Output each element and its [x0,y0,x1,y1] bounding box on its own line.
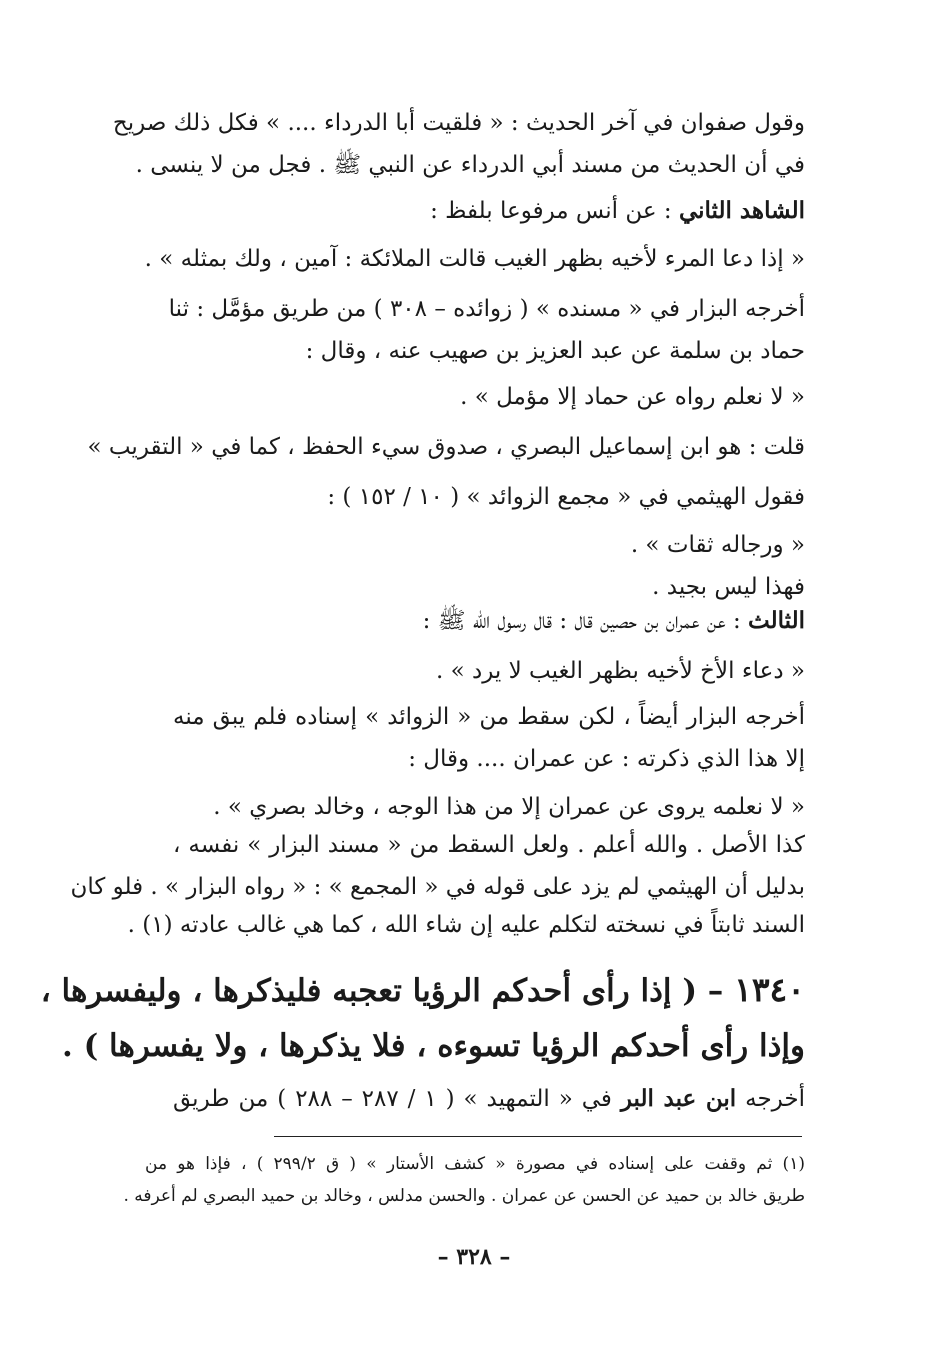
text-line-15: إلا هذا الذي ذكرته : عن عمران .... وقال : [408,746,805,772]
text-line-9: فقول الهيثمي في « مجمع الزوائد » ( ١٠ / ١٥٢ ) : [327,484,805,510]
hadith-dash: – [697,973,735,1009]
hadith-heading-line-1 [40,970,805,1009]
heading-label-third: الثالث [748,607,805,634]
heading-label: الشاهد الثاني [678,197,805,224]
heading-text: : عن أنس مرفوعا بلفظ : [430,198,679,224]
section-heading-third [173,608,805,634]
text-line-14: أخرجه البزار أيضاً ، لكن سقط من « الزوائد » إسناده فلم يبق منه [173,704,805,730]
heading-text-third: : عن عمران بن حصين قال : قال رسول الله ﷺ : [422,608,749,634]
hadith-quote-line: « إذا دعا المرء لأخيه بظهر الغيب قالت الملائكة : آمين ، ولك بمثله » . [144,246,805,272]
after-pre: أخرجه [736,1086,805,1112]
text-line-7: « لا نعلم رواه عن حماد إلا مؤمل » . [460,384,805,410]
footnote-separator [274,1136,802,1137]
text-line-13: « دعاء الأخ لأخيه بظهر الغيب لا يرد » . [435,658,805,684]
after-post: في « التمهيد » ( ١ / ٢٨٧ – ٢٨٨ ) من طريق [173,1086,621,1112]
text-line-19: السند ثابتاً في نسخته لتكلم عليه إن شاء الله ، كما هي غالب عادته (١) . [127,912,805,938]
text-line-after-hadith [173,1086,805,1112]
text-line-8: قلت : هو ابن إسماعيل البصري ، صدوق سيء الحفظ ، كما في « التقريب » [87,434,805,460]
text-line-10: « ورجاله ثقات » . [630,532,805,558]
text-line-18: بدليل أن الهيثمي لم يزد على قوله في « المجمع » : « رواه البزار » . فلو كان [70,874,805,900]
text-line-11: فهذا ليس بجيد . [652,574,805,600]
text-line-16: « لا نعلمه يروى عن عمران إلا من هذا الوجه ، وخالد بصري » . [213,794,805,820]
footnote-line-1: (١) ثم وقفت على إسناده في مصورة « كشف الأستار » ( ق ٢٩٩/٢ ) ، فإذا هو من [145,1154,805,1174]
section-heading-second-witness [173,198,805,224]
text-line-1: وقول صفوان في آخر الحديث : « فلقيت أبا الدرداء .... » فكل ذلك صريح [112,110,805,136]
page-number: – ٣٢٨ – [437,1244,511,1270]
hadith-text-1: ( إذا رأى أحدكم الرؤيا تعجبه فليذكرها ، وليفسرها ، [40,973,697,1009]
text-line-5: أخرجه البزار في « مسنده » ( زوائده – ٣٠٨ ) من طريق مؤمَّل : ثنا [168,296,805,322]
after-bold: ابن عبد البر [620,1085,737,1112]
hadith-number: ١٣٤٠ [734,970,805,1009]
footnote-line-2: طريق خالد بن حميد عن الحسن عن عمران . والحسن مدلس ، وخالد بن حميد البصري لم أعرفه . [123,1186,805,1206]
text-line-2: في أن الحديث من مسند أبي الدرداء عن النبي ﷺ . فجل من لا ينسى . [135,152,805,178]
text-line-17: كذا الأصل . والله أعلم . ولعل السقط من « مسند البزار » نفسه ، [173,832,805,858]
hadith-heading-line-2: وإذا رأى أحدكم الرؤيا تسوءه ، فلا يذكرها ، ولا يفسرها ) . [62,1028,805,1064]
text-line-6: حماد بن سلمة عن عبد العزيز بن صهيب عنه ، وقال : [305,338,805,364]
